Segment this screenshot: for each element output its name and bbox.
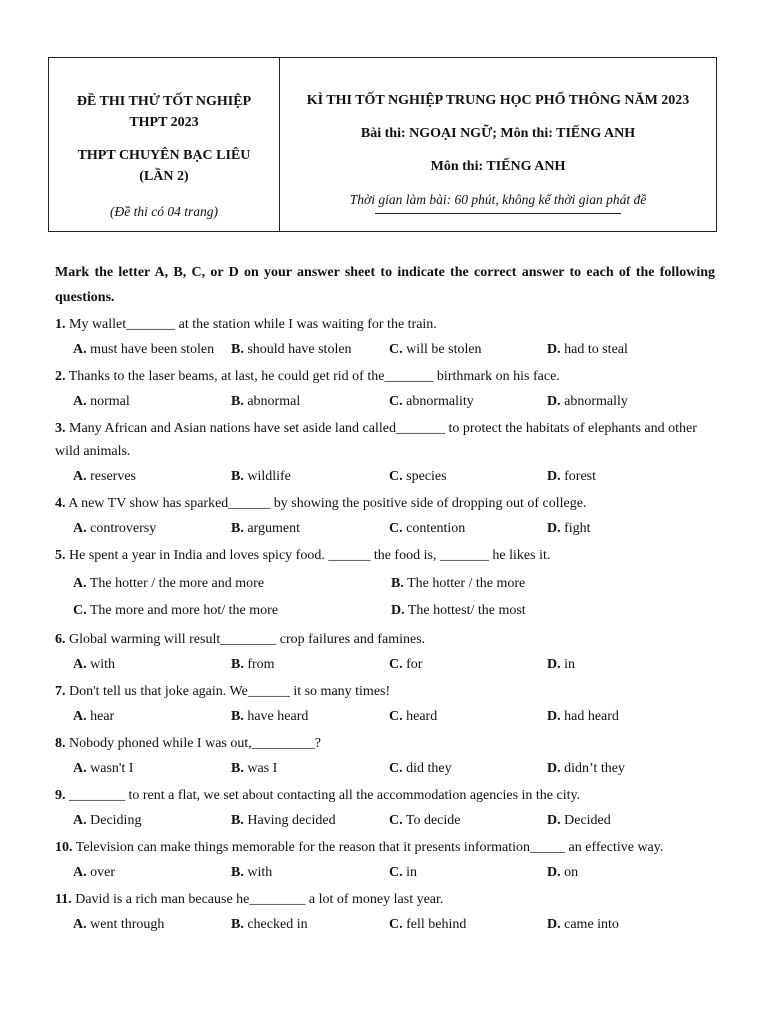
option-letter: A. <box>73 865 87 880</box>
option-letter: D. <box>547 917 561 932</box>
option-text: species <box>406 469 447 484</box>
answer-option-d[interactable] <box>547 706 705 728</box>
question-number: 1. <box>55 317 66 332</box>
option-letter: D. <box>547 657 561 672</box>
attempt-label: (LẦN 2) <box>139 169 189 184</box>
option-text: reserves <box>90 469 136 484</box>
option-letter: A. <box>73 469 87 484</box>
answer-option-b[interactable] <box>231 654 389 676</box>
option-text: did they <box>406 761 452 776</box>
question-text: He spent a year in India and loves spicy food. ______ the food is, _______ he likes it. <box>69 548 551 563</box>
exam-subject: Môn thi: TIẾNG ANH <box>430 159 566 174</box>
question-number: 2. <box>55 369 66 384</box>
option-letter: D. <box>547 813 561 828</box>
option-text: with <box>90 657 116 672</box>
answer-option-c[interactable] <box>73 597 391 624</box>
option-letter: B. <box>391 576 404 591</box>
option-letter: B. <box>231 394 244 409</box>
answer-option-b[interactable] <box>231 518 389 540</box>
option-letter: A. <box>73 813 87 828</box>
header-right-cell <box>280 58 716 231</box>
option-letter: D. <box>547 761 561 776</box>
answer-option-d[interactable] <box>547 914 705 936</box>
option-letter: C. <box>389 917 403 932</box>
question-text: ________ to rent a flat, we set about contacting all the accommodation agencies in the city. <box>69 788 581 803</box>
answer-options <box>73 758 715 780</box>
question-number: 4. <box>55 496 66 511</box>
option-text: The more and more hot/ the more <box>89 603 279 618</box>
option-letter: D. <box>547 521 561 536</box>
answer-option-c[interactable] <box>389 654 547 676</box>
answer-option-a[interactable] <box>73 570 391 597</box>
answer-options <box>73 914 715 936</box>
option-letter: A. <box>73 576 87 591</box>
option-letter: C. <box>389 657 403 672</box>
option-text: abnormality <box>406 394 474 409</box>
question-section <box>55 260 715 940</box>
answer-options <box>73 706 715 728</box>
header-left-cell <box>49 58 280 231</box>
answer-option-c[interactable] <box>389 391 547 413</box>
header-left-line2: THPT 2023 <box>129 115 199 130</box>
option-letter: C. <box>389 865 403 880</box>
option-text: must have been stolen <box>90 342 215 357</box>
question-text: My wallet_______ at the station while I was waiting for the train. <box>69 317 437 332</box>
option-letter: B. <box>231 709 244 724</box>
answer-options <box>73 654 715 676</box>
question-text: Global warming will result________ crop failures and famines. <box>69 632 426 647</box>
question-text: A new TV show has sparked______ by showing the positive side of dropping out of college. <box>68 496 587 511</box>
answer-option-c[interactable] <box>389 706 547 728</box>
option-letter: C. <box>389 469 403 484</box>
question-text: Many African and Asian nations have set aside land called_______ to protect the habitats of elephants and other wild animals. <box>55 421 697 459</box>
option-letter: B. <box>231 917 244 932</box>
option-letter: B. <box>231 657 244 672</box>
question-1 <box>55 313 715 336</box>
answer-options <box>73 810 715 832</box>
answer-options <box>73 466 715 488</box>
option-letter: C. <box>389 813 403 828</box>
option-letter: D. <box>391 603 405 618</box>
time-note: Thời gian làm bài: 60 phút, không kể thời gian phát đề <box>349 192 647 207</box>
question-9 <box>55 784 715 807</box>
option-text: for <box>406 657 423 672</box>
option-letter: A. <box>73 394 87 409</box>
page-count-note: (Đề thi có 04 trang) <box>110 204 218 219</box>
option-letter: C. <box>389 709 403 724</box>
option-letter: A. <box>73 709 87 724</box>
option-letter: C. <box>389 521 403 536</box>
option-text: heard <box>406 709 438 724</box>
question-6 <box>55 628 715 651</box>
answer-option-a[interactable] <box>73 391 231 413</box>
question-2 <box>55 365 715 388</box>
option-text: Decided <box>564 813 611 828</box>
option-text: had heard <box>564 709 619 724</box>
option-letter: C. <box>389 761 403 776</box>
answer-option-c[interactable] <box>389 810 547 832</box>
answer-option-d[interactable] <box>391 597 709 624</box>
instruction-text: Mark the letter A, B, C, or D on your answer sheet to indicate the correct answer to each of the following questions. <box>55 265 715 305</box>
option-text: forest <box>564 469 597 484</box>
answer-option-d[interactable] <box>547 339 705 361</box>
option-text: didn’t they <box>564 761 625 776</box>
question-number: 11. <box>55 892 72 907</box>
question-text: Nobody phoned while I was out,_________? <box>69 736 321 751</box>
exam-title: KÌ THI TỐT NGHIỆP TRUNG HỌC PHỔ THÔNG NĂM 2023 <box>306 93 690 108</box>
answer-option-d[interactable] <box>547 862 705 884</box>
option-letter: A. <box>73 657 87 672</box>
answer-option-a[interactable] <box>73 758 231 780</box>
answer-option-d[interactable] <box>547 391 705 413</box>
question-text: Don't tell us that joke again. We______ it so many times! <box>69 684 391 699</box>
answer-option-b[interactable] <box>231 339 389 361</box>
option-text: over <box>90 865 116 880</box>
answer-option-d[interactable] <box>547 466 705 488</box>
option-text: The hotter / the more and more <box>89 576 265 591</box>
answer-option-a[interactable] <box>73 810 231 832</box>
question-text: Television can make things memorable for the reason that it presents information_____ an effective way. <box>75 840 664 855</box>
option-letter: B. <box>231 469 244 484</box>
answer-option-c[interactable] <box>389 758 547 780</box>
option-text: was I <box>247 761 278 776</box>
option-text: The hottest/ the most <box>407 603 526 618</box>
question-number: 10. <box>55 840 73 855</box>
option-text: The hotter / the more <box>407 576 526 591</box>
answer-option-a[interactable] <box>73 518 231 540</box>
answer-option-b[interactable] <box>231 758 389 780</box>
option-letter: D. <box>547 469 561 484</box>
option-letter: D. <box>547 709 561 724</box>
question-5 <box>55 544 715 567</box>
question-number: 7. <box>55 684 66 699</box>
answer-option-c[interactable] <box>389 466 547 488</box>
question-10 <box>55 836 715 859</box>
option-letter: C. <box>389 394 403 409</box>
option-text: in <box>406 865 418 880</box>
question-number: 8. <box>55 736 66 751</box>
answer-option-d[interactable] <box>547 810 705 832</box>
option-text: on <box>564 865 579 880</box>
answer-option-c[interactable] <box>389 862 547 884</box>
answer-option-b[interactable] <box>231 862 389 884</box>
option-text: wasn't I <box>90 761 134 776</box>
exam-subject-line: Bài thi: NGOẠI NGỮ; Môn thi: TIẾNG ANH <box>360 126 636 141</box>
question-number: 3. <box>55 421 66 436</box>
option-text: will be stolen <box>406 342 482 357</box>
option-letter: A. <box>73 761 87 776</box>
option-text: should have stolen <box>247 342 352 357</box>
option-letter: A. <box>73 342 87 357</box>
answer-option-b[interactable] <box>391 570 709 597</box>
question-number: 9. <box>55 788 66 803</box>
option-text: argument <box>247 521 300 536</box>
answer-option-c[interactable] <box>389 518 547 540</box>
answer-option-a[interactable] <box>73 654 231 676</box>
option-text: checked in <box>247 917 308 932</box>
answer-option-a[interactable] <box>73 339 231 361</box>
answer-option-d[interactable] <box>547 518 705 540</box>
question-text: David is a rich man because he________ a lot of money last year. <box>75 892 444 907</box>
question-3 <box>55 417 715 463</box>
option-text: have heard <box>247 709 309 724</box>
answer-option-b[interactable] <box>231 914 389 936</box>
question-4 <box>55 492 715 515</box>
answer-option-d[interactable] <box>547 654 705 676</box>
option-text: fell behind <box>406 917 467 932</box>
option-letter: B. <box>231 521 244 536</box>
question-11 <box>55 888 715 911</box>
option-text: To decide <box>405 813 461 828</box>
option-text: from <box>247 657 275 672</box>
option-text: went through <box>90 917 165 932</box>
option-text: came into <box>564 917 619 932</box>
option-letter: D. <box>547 342 561 357</box>
option-text: controversy <box>90 521 157 536</box>
answer-option-b[interactable] <box>231 466 389 488</box>
answer-options <box>73 570 715 624</box>
answer-option-a[interactable] <box>73 914 231 936</box>
option-text: Deciding <box>90 813 142 828</box>
option-letter: A. <box>73 917 87 932</box>
option-letter: B. <box>231 342 244 357</box>
answer-options <box>73 391 715 413</box>
option-text: hear <box>90 709 115 724</box>
option-text: contention <box>406 521 466 536</box>
option-text: in <box>564 657 576 672</box>
option-text: abnormally <box>564 394 628 409</box>
answer-option-c[interactable] <box>389 914 547 936</box>
answer-option-c[interactable] <box>389 339 547 361</box>
question-list <box>55 313 715 936</box>
option-text: abnormal <box>247 394 301 409</box>
option-letter: D. <box>547 394 561 409</box>
answer-option-b[interactable] <box>231 810 389 832</box>
question-8 <box>55 732 715 755</box>
exam-header <box>48 57 717 232</box>
answer-options <box>73 339 715 361</box>
option-letter: C. <box>389 342 403 357</box>
question-7 <box>55 680 715 703</box>
option-letter: D. <box>547 865 561 880</box>
option-text: Having decided <box>247 813 336 828</box>
answer-options <box>73 518 715 540</box>
option-text: wildlife <box>247 469 291 484</box>
school-name: THPT CHUYÊN BẠC LIÊU <box>77 148 251 163</box>
option-text: fight <box>564 521 591 536</box>
option-letter: B. <box>231 761 244 776</box>
option-letter: C. <box>73 603 87 618</box>
option-letter: A. <box>73 521 87 536</box>
option-text: with <box>247 865 273 880</box>
question-number: 6. <box>55 632 66 647</box>
answer-options <box>73 862 715 884</box>
answer-option-a[interactable] <box>73 466 231 488</box>
question-number: 5. <box>55 548 66 563</box>
answer-option-a[interactable] <box>73 706 231 728</box>
option-text: had to steal <box>564 342 628 357</box>
answer-option-d[interactable] <box>547 758 705 780</box>
option-text: normal <box>90 394 130 409</box>
answer-option-b[interactable] <box>231 391 389 413</box>
answer-option-a[interactable] <box>73 862 231 884</box>
answer-option-b[interactable] <box>231 706 389 728</box>
option-letter: B. <box>231 865 244 880</box>
question-text: Thanks to the laser beams, at last, he could get rid of the_______ birthmark on his face. <box>68 369 560 384</box>
option-letter: B. <box>231 813 244 828</box>
divider-rule <box>375 213 621 214</box>
header-left-line1: ĐỀ THI THỬ TỐT NGHIỆP <box>76 94 252 109</box>
